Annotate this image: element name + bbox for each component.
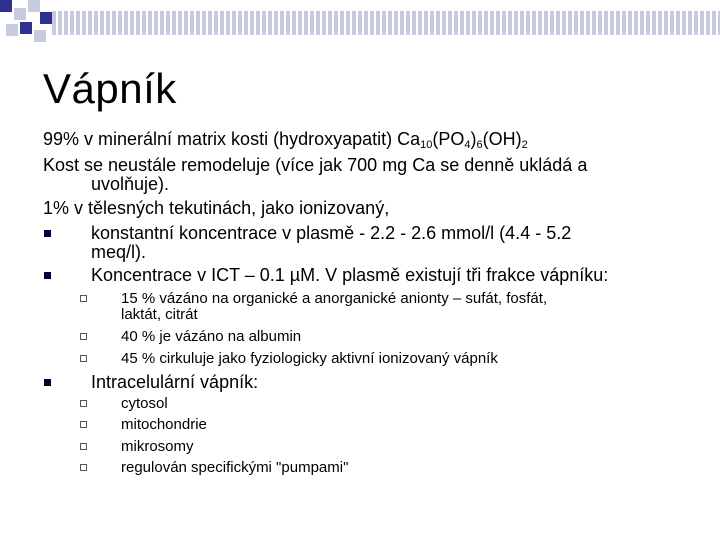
- sub-item-15-percent: 15 % vázáno na organické a anorganické anionty – sufát, fosfát,: [121, 290, 548, 307]
- bullet-ict-concentration: Koncentrace v ICT – 0.1 µM. V plasmě existují tři frakce vápníku:: [91, 265, 609, 285]
- hollow-square-bullet-icon: [80, 464, 87, 471]
- hollow-square-bullet-icon: [80, 295, 87, 302]
- sub-item-mitochondria: mitochondrie: [121, 416, 207, 433]
- square-bullet-icon: [44, 230, 51, 237]
- hollow-square-bullet-icon: [80, 400, 87, 407]
- bullet-plasma-concentration-cont: meq/l).: [91, 242, 147, 262]
- slide-title: Vápník: [43, 65, 177, 112]
- bullet-plasma-concentration: konstantní koncentrace v plasmě - 2.2 - 2.6 mmol/l (4.4 - 5.2: [91, 223, 572, 243]
- paragraph-remodeling: Kost se neustále remodeluje (více jak 700 mg Ca se denně ukládá a: [43, 155, 588, 175]
- hollow-square-bullet-icon: [80, 355, 87, 362]
- sub-item-45-percent: 45 % cirkuluje jako fyziologicky aktivní ionizovaný vápník: [121, 350, 498, 367]
- hollow-square-bullet-icon: [80, 421, 87, 428]
- bullet-intracellular: Intracelulární vápník:: [91, 372, 259, 392]
- sub-item-cytosol: cytosol: [121, 395, 168, 412]
- sub-item-microsomes: mikrosomy: [121, 438, 194, 455]
- square-bullet-icon: [44, 272, 51, 279]
- square-bullet-icon: [44, 379, 51, 386]
- hollow-square-bullet-icon: [80, 443, 87, 450]
- paragraph-body-fluids: 1% v tělesných tekutinách, jako ionizovaný,: [43, 198, 390, 218]
- sub-item-40-percent: 40 % je vázáno na albumin: [121, 328, 302, 345]
- hollow-square-bullet-icon: [80, 333, 87, 340]
- paragraph-remodeling-cont: uvolňuje).: [91, 174, 170, 194]
- sub-item-pumps: regulován specifickými "pumpami": [121, 459, 349, 476]
- paragraph-mineral-matrix: 99% v minerální matrix kosti (hydroxyapatit) $Ca_{10}(PO_4)_6(OH)_2$: [43, 129, 528, 151]
- sub-item-15-percent-cont: laktát, citrát: [121, 306, 198, 323]
